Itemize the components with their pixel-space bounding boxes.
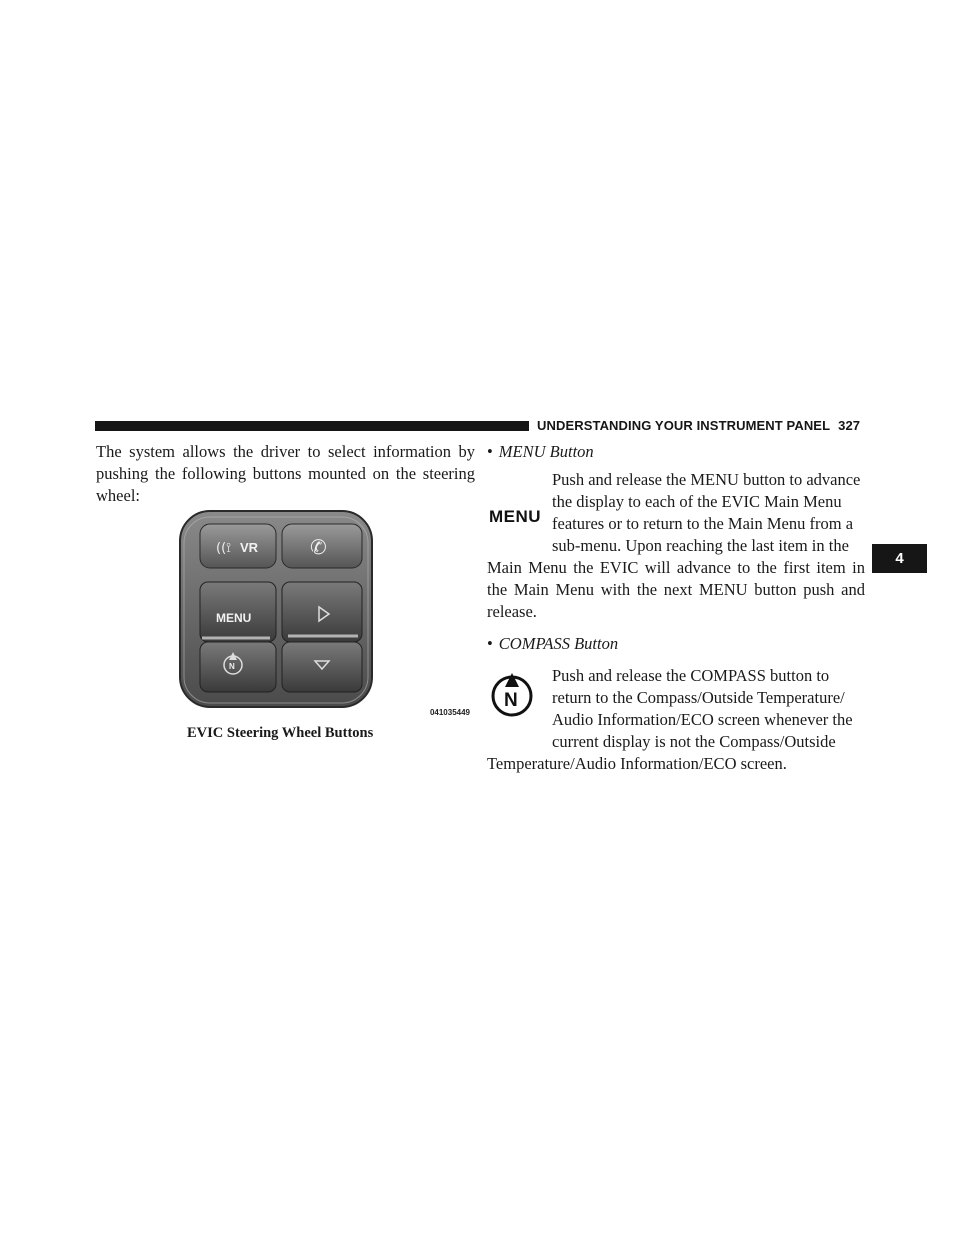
compass-button-label: N: [229, 662, 235, 671]
menu-desc-line: features or to return to the Main Menu from a: [552, 514, 854, 533]
intro-paragraph: The system allows the driver to select information by pushing the following buttons mounted on the steering wheel:: [96, 442, 475, 505]
header-rule: [95, 421, 529, 431]
compass-desc-line: return to the Compass/Outside Temperature/: [552, 688, 845, 707]
section-title: UNDERSTANDING YOUR INSTRUMENT PANEL: [537, 418, 831, 433]
menu-button: [200, 582, 276, 642]
phone-icon: ✆: [310, 535, 327, 559]
menu-icon: MENU: [489, 507, 542, 526]
figure-caption: EVIC Steering Wheel Buttons: [187, 725, 374, 741]
compass-desc-line: Push and release the COMPASS button to: [552, 666, 830, 685]
vr-voice-icon: ((⟟: [216, 541, 231, 556]
running-header: [537, 418, 864, 434]
right-column: [487, 441, 865, 775]
chapter-tab: 4: [872, 544, 927, 573]
compass-desc-line: Audio Information/ECO screen whenever the: [552, 710, 853, 729]
menu-button-label: MENU: [216, 611, 252, 625]
menu-button-heading: • MENU Button: [487, 442, 594, 461]
compass-icon-letter: N: [504, 690, 518, 711]
compass-desc-continuation: Temperature/Audio Information/ECO screen.: [487, 754, 787, 773]
steering-wheel-buttons-figure: [178, 509, 474, 717]
menu-button-description: [487, 469, 865, 623]
left-column: [96, 441, 475, 507]
compass-desc-line: current display is not the Compass/Outside: [552, 732, 836, 751]
compass-icon: [487, 669, 544, 719]
menu-desc-line: Push and release the MENU button to advance: [552, 470, 861, 489]
figure-id: 041035449: [429, 708, 470, 717]
steering-wheel-buttons-image: [178, 509, 474, 717]
menu-desc-line: the display to each of the EVIC Main Menu: [552, 492, 842, 511]
phone-button: [282, 524, 362, 568]
right-arrow-button: [282, 582, 362, 642]
voice-recognition-button: [200, 524, 276, 568]
menu-desc-line: sub-menu. Upon reaching the last item in the: [552, 536, 849, 555]
compass-button-description: [487, 665, 865, 775]
page-number: 327: [838, 418, 861, 433]
compass-button-heading: • COMPASS Button: [487, 634, 619, 653]
compass-button: [200, 642, 276, 692]
down-arrow-button: [282, 642, 362, 692]
menu-desc-continuation: Main Menu the EVIC will advance to the first item in the Main Menu with the next MENU button push and release.: [487, 558, 865, 621]
vr-button-label: VR: [240, 540, 259, 555]
